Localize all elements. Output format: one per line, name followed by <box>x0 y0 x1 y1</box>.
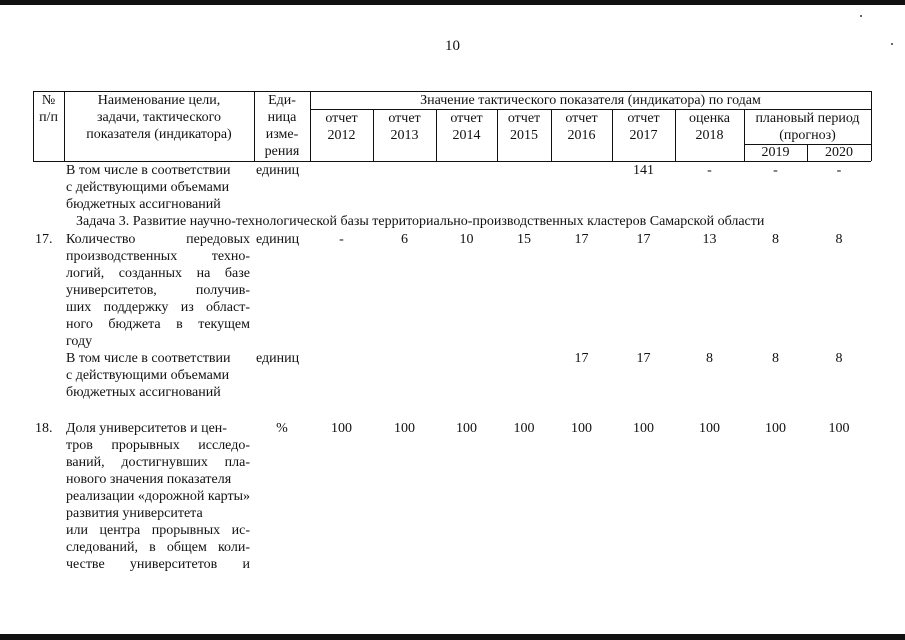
row-18-name: Доля университетов и цен- тров прорывных исследо- ваний, достигнувших пла- нового значения показателя реализации «дорожной карты» развития университета или центра прорывных ис- следований, в общем коли- честве университетов и <box>66 421 250 572</box>
row-18-2017: 100 <box>633 421 654 436</box>
row-18-2018: 100 <box>699 421 720 436</box>
row-18-num: 18. <box>35 421 53 436</box>
row-17-name: Количество передовых производственных техно- логий, созданных на базе университетов, получив- ших поддержку из област- ного бюджета в текущем году <box>66 232 250 349</box>
row-a-2018: - <box>707 163 712 178</box>
row-17b-2019: 8 <box>772 351 779 366</box>
header-year-2017: отчет 2017 <box>627 111 660 143</box>
row-17b-2016: 17 <box>574 351 589 366</box>
row-a-name: В том числе в соответствии с действующими объемами бюджетных ассигнований <box>66 163 231 212</box>
header-year-2020: 2020 <box>825 145 853 160</box>
header-year-2018: оценка 2018 <box>688 111 730 143</box>
top-border <box>0 0 905 5</box>
row-18-unit: % <box>276 421 288 436</box>
row-17b-name: В том числе в соответствии с действующими объемами бюджетных ассигнований <box>66 351 231 400</box>
row-18-2012: 100 <box>331 421 352 436</box>
row-18-2013: 100 <box>394 421 415 436</box>
row-a-2019: - <box>773 163 778 178</box>
header-group: Значение тактического показателя (индикатора) по годам <box>420 93 761 108</box>
header-year-2013: отчет 2013 <box>388 111 421 143</box>
header-unit: Еди- ница изме- рения <box>264 93 300 159</box>
row-17-2012: - <box>339 232 344 247</box>
header-year-2019: 2019 <box>761 145 790 160</box>
scan-speck <box>860 15 862 17</box>
header-plan: плановый период (прогноз) <box>755 111 860 143</box>
row-17-2017: 17 <box>636 232 651 247</box>
row-17-2015: 15 <box>517 232 531 247</box>
row-18-2014: 100 <box>456 421 477 436</box>
row-17b-2017: 17 <box>636 351 651 366</box>
row-17-2020: 8 <box>835 232 843 247</box>
header-year-2014: отчет 2014 <box>450 111 483 143</box>
row-17b-unit: единиц <box>256 351 300 366</box>
row-a-2017: 141 <box>633 163 654 178</box>
row-a-2020: - <box>836 163 842 178</box>
row-18-2020: 100 <box>828 421 850 436</box>
header-year-2012: отчет 2012 <box>325 111 358 143</box>
row-18-2019: 100 <box>765 421 786 436</box>
row-17b-2018: 8 <box>706 351 713 366</box>
row-17-num: 17. <box>35 232 53 247</box>
bottom-border <box>0 634 905 640</box>
col-border <box>871 91 872 161</box>
row-18-2015: 100 <box>513 421 535 436</box>
header-year-2016: отчет 2016 <box>565 111 598 143</box>
row-a-unit: единиц <box>256 163 300 178</box>
row-17-2019: 8 <box>772 232 779 247</box>
row-17-2018: 13 <box>702 232 717 247</box>
row-17b-2020: 8 <box>835 351 843 366</box>
row-18-2016: 100 <box>571 421 592 436</box>
header-name: Наименование цели, задачи, тактического показателя (индикатора) <box>86 93 232 142</box>
row-17-2013: 6 <box>401 232 408 247</box>
task-heading: Задача 3. Развитие научно-технологической базы территориально-производственных кластеров Самарской области <box>76 214 765 229</box>
header-year-2015: отчет 2015 <box>507 111 541 143</box>
page-number: 10 <box>445 38 460 54</box>
row-17-unit: единиц <box>256 232 300 247</box>
header-num: № п/п <box>39 93 58 125</box>
row-17-2016: 17 <box>574 232 589 247</box>
row-17-2014: 10 <box>459 232 474 247</box>
